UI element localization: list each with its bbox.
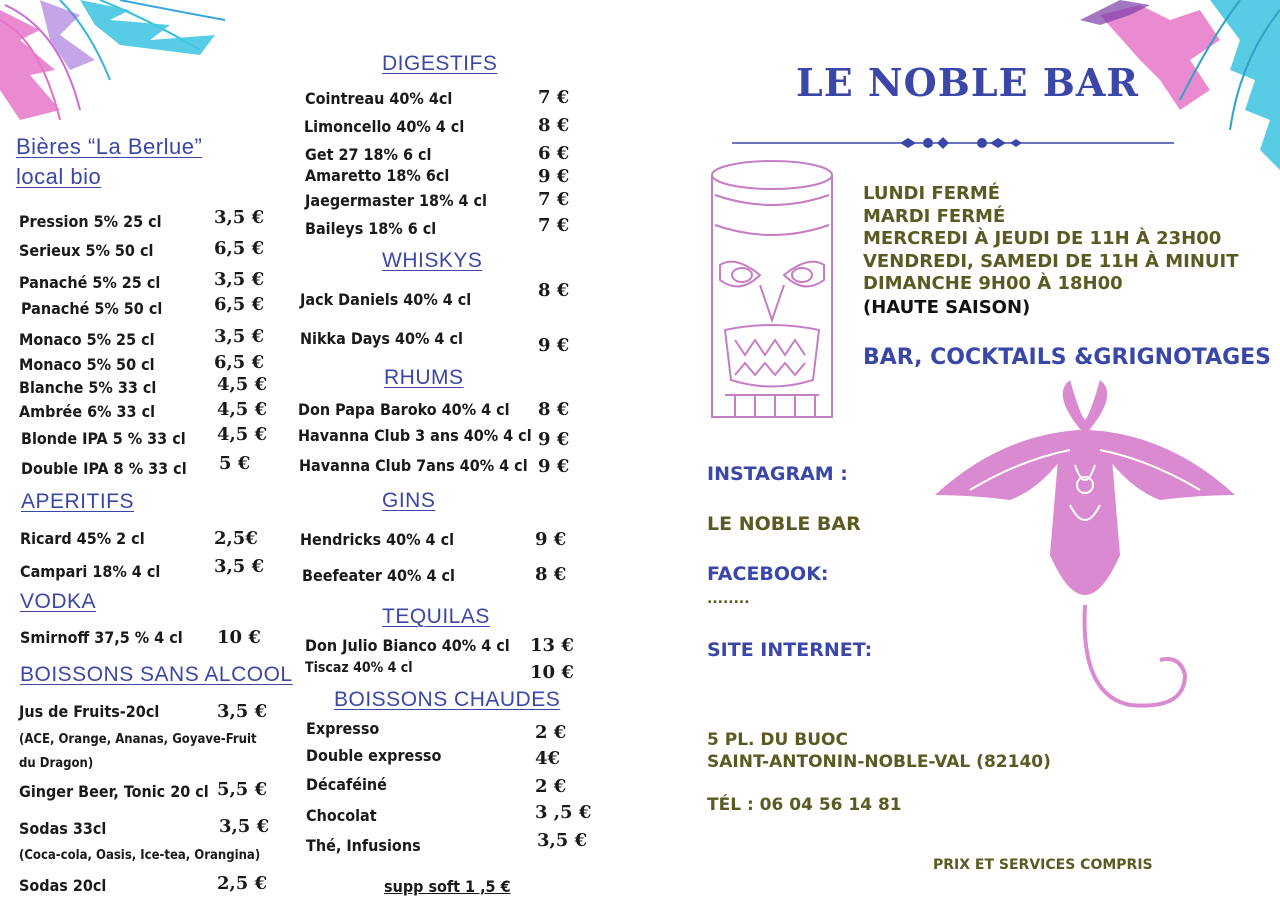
section-title-bieres: Bières “La Berlue” bbox=[16, 134, 203, 159]
menu-item-name: Hendricks 40% 4 cl bbox=[300, 530, 455, 549]
section-title-whiskys: WHISKYS bbox=[382, 249, 483, 272]
tiki-statue-illustration bbox=[705, 155, 840, 425]
menu-item-name: Blanche 5% 33 cl bbox=[19, 378, 157, 397]
menu-item-price: 4,5 € bbox=[217, 424, 268, 445]
hours-line: VENDREDI, SAMEDI DE 11H À MINUIT bbox=[863, 250, 1239, 272]
section-title-vodka: VODKA bbox=[20, 590, 97, 613]
menu-item-name: Don Papa Baroko 40% 4 cl bbox=[298, 400, 510, 419]
section-title-sans-alcool: BOISSONS SANS ALCOOL bbox=[20, 663, 293, 686]
instagram-handle[interactable]: LE NOBLE BAR bbox=[707, 513, 861, 535]
menu-item-price: 3,5 € bbox=[537, 830, 588, 851]
menu-item-name: Baileys 18% 6 cl bbox=[305, 219, 437, 238]
menu-item-name: Ambrée 6% 33 cl bbox=[19, 402, 156, 421]
menu-item-price: 4,5 € bbox=[217, 399, 268, 420]
menu-item-name: Décaféiné bbox=[306, 775, 387, 794]
menu-item-name: Jaegermaster 18% 4 cl bbox=[305, 191, 487, 210]
menu-item-name: Don Julio Bianco 40% 4 cl bbox=[305, 636, 510, 655]
menu-item-name: Jack Daniels 40% 4 cl bbox=[300, 290, 472, 309]
address-line: 5 PL. DU BUOC bbox=[707, 730, 848, 750]
bar-title: LE NOBLE BAR bbox=[796, 60, 1139, 105]
phone-number[interactable]: TÉL : 06 04 56 14 81 bbox=[707, 795, 902, 815]
menu-item-price: 6,5 € bbox=[214, 294, 265, 315]
menu-item-name: Double IPA 8 % 33 cl bbox=[21, 459, 187, 478]
menu-item-price: 9 € bbox=[538, 456, 570, 477]
menu-item-name: Thé, Infusions bbox=[306, 836, 421, 855]
section-title-rhums: RHUMS bbox=[384, 366, 464, 389]
menu-item-price: 3,5 € bbox=[217, 701, 268, 722]
menu-item-price: 8 € bbox=[535, 564, 567, 585]
address-line: SAINT-ANTONIN-NOBLE-VAL (82140) bbox=[707, 752, 1051, 772]
menu-item-name: Serieux 5% 50 cl bbox=[19, 241, 154, 260]
menu-item-price: 10 € bbox=[217, 627, 261, 648]
facebook-label: FACEBOOK: bbox=[707, 563, 829, 585]
menu-item-note: du Dragon) bbox=[19, 756, 94, 771]
menu-item-price: 3,5 € bbox=[219, 816, 270, 837]
menu-item-price: 4,5 € bbox=[217, 374, 268, 395]
menu-item-price: 10 € bbox=[530, 662, 574, 683]
section-title-tequilas: TEQUILAS bbox=[382, 605, 490, 628]
menu-item-note: (Coca-cola, Oasis, Ice-tea, Orangina) bbox=[19, 848, 261, 863]
menu-item-name: Havanna Club 7ans 40% 4 cl bbox=[299, 456, 528, 475]
menu-item-name: Sodas 20cl bbox=[19, 876, 107, 895]
menu-item-name: Monaco 5% 50 cl bbox=[19, 355, 155, 374]
facebook-value: ........ bbox=[707, 591, 750, 607]
menu-item-price: 3 ,5 € bbox=[535, 802, 592, 823]
menu-item-name: Nikka Days 40% 4 cl bbox=[300, 329, 463, 348]
menu-item-price: 6,5 € bbox=[214, 352, 265, 373]
menu-item-name: Blonde IPA 5 % 33 cl bbox=[21, 429, 186, 448]
hours-line: DIMANCHE 9H00 À 18H00 bbox=[863, 273, 1123, 294]
menu-item-price: 5 € bbox=[219, 453, 251, 474]
menu-item-price: 3,5 € bbox=[214, 269, 265, 290]
section-title-boissons-chaudes: BOISSONS CHAUDES bbox=[334, 688, 561, 711]
hours-line: MERCREDI À JEUDI DE 11H À 23H00 bbox=[863, 228, 1222, 249]
menu-item-name: Monaco 5% 25 cl bbox=[19, 330, 155, 349]
menu-item-price: 8 € bbox=[538, 280, 570, 301]
menu-item-name: Ginger Beer, Tonic 20 cl bbox=[19, 782, 209, 801]
hours-line: MARDI FERMÉ bbox=[863, 205, 1006, 227]
opening-hours bbox=[863, 183, 1239, 296]
menu-item-price: 7 € bbox=[538, 189, 570, 210]
menu-item-price: 9 € bbox=[538, 429, 570, 450]
menu-item-name: Panaché 5% 25 cl bbox=[19, 273, 161, 292]
section-title-digestifs: DIGESTIFS bbox=[382, 52, 498, 75]
section-title-gins: GINS bbox=[382, 489, 436, 512]
season-note: (HAUTE SAISON) bbox=[863, 297, 1031, 318]
menu-item-price: 2,5 € bbox=[217, 873, 268, 894]
manta-ray-illustration bbox=[930, 375, 1240, 735]
menu-item-price: 9 € bbox=[538, 166, 570, 187]
menu-item-name: Amaretto 18% 6cl bbox=[305, 166, 450, 185]
supp-soft-note: supp soft 1 ,5 € bbox=[384, 877, 511, 896]
menu-item-name: Beefeater 40% 4 cl bbox=[302, 566, 455, 585]
menu-item-name: Ricard 45% 2 cl bbox=[20, 529, 145, 548]
menu-item-price: 2,5€ bbox=[214, 528, 258, 549]
menu-item-price: 2 € bbox=[535, 776, 567, 797]
menu-item-price: 4€ bbox=[535, 748, 561, 769]
menu-item-name: Pression 5% 25 cl bbox=[19, 212, 162, 231]
menu-item-price: 7 € bbox=[538, 87, 570, 108]
menu-item-name: Smirnoff 37,5 % 4 cl bbox=[20, 628, 183, 647]
menu-item-name: Cointreau 40% 4cl bbox=[305, 89, 453, 108]
menu-item-price: 7 € bbox=[538, 215, 570, 236]
hours-line: LUNDI FERMÉ bbox=[863, 183, 1001, 204]
menu-item-name: Get 27 18% 6 cl bbox=[305, 145, 432, 164]
palm-leaves-top-left-illustration bbox=[0, 0, 230, 130]
ornamental-divider bbox=[732, 133, 1174, 153]
menu-item-name: Expresso bbox=[306, 719, 380, 738]
menu-item-price: 3,5 € bbox=[214, 556, 265, 577]
menu-item-name: Double expresso bbox=[306, 746, 442, 765]
menu-item-price: 2 € bbox=[535, 722, 567, 743]
menu-item-price: 8 € bbox=[538, 115, 570, 136]
menu-item-price: 3,5 € bbox=[214, 326, 265, 347]
menu-item-price: 13 € bbox=[530, 635, 574, 656]
menu-item-name: Havanna Club 3 ans 40% 4 cl bbox=[298, 426, 532, 445]
footer-note: PRIX ET SERVICES COMPRIS bbox=[933, 857, 1153, 873]
menu-item-price: 8 € bbox=[538, 399, 570, 420]
website-label: SITE INTERNET: bbox=[707, 639, 873, 661]
menu-item-price: 9 € bbox=[535, 529, 567, 550]
tagline: BAR, COCKTAILS &GRIGNOTAGES bbox=[863, 345, 1272, 370]
menu-item-price: 3,5 € bbox=[214, 207, 265, 228]
menu-item-name: Limoncello 40% 4 cl bbox=[304, 117, 465, 136]
instagram-label: INSTAGRAM : bbox=[707, 463, 848, 485]
menu-item-name: Campari 18% 4 cl bbox=[20, 562, 161, 581]
menu-item-name: Jus de Fruits-20cl bbox=[19, 702, 160, 721]
menu-item-name: Panaché 5% 50 cl bbox=[21, 299, 163, 318]
menu-item-price: 5,5 € bbox=[217, 779, 268, 800]
section-title-bieres-subtitle: local bio bbox=[16, 164, 102, 189]
menu-item-note: (ACE, Orange, Ananas, Goyave-Fruit bbox=[19, 732, 257, 747]
menu-item-price: 9 € bbox=[538, 335, 570, 356]
menu-item-name: Chocolat bbox=[306, 806, 377, 825]
menu-item-name: Tiscaz 40% 4 cl bbox=[305, 660, 413, 676]
menu-item-price: 6,5 € bbox=[214, 238, 265, 259]
section-title-aperitifs: APERITIFS bbox=[21, 490, 135, 513]
menu-item-name: Sodas 33cl bbox=[19, 819, 107, 838]
menu-item-price: 6 € bbox=[538, 143, 570, 164]
